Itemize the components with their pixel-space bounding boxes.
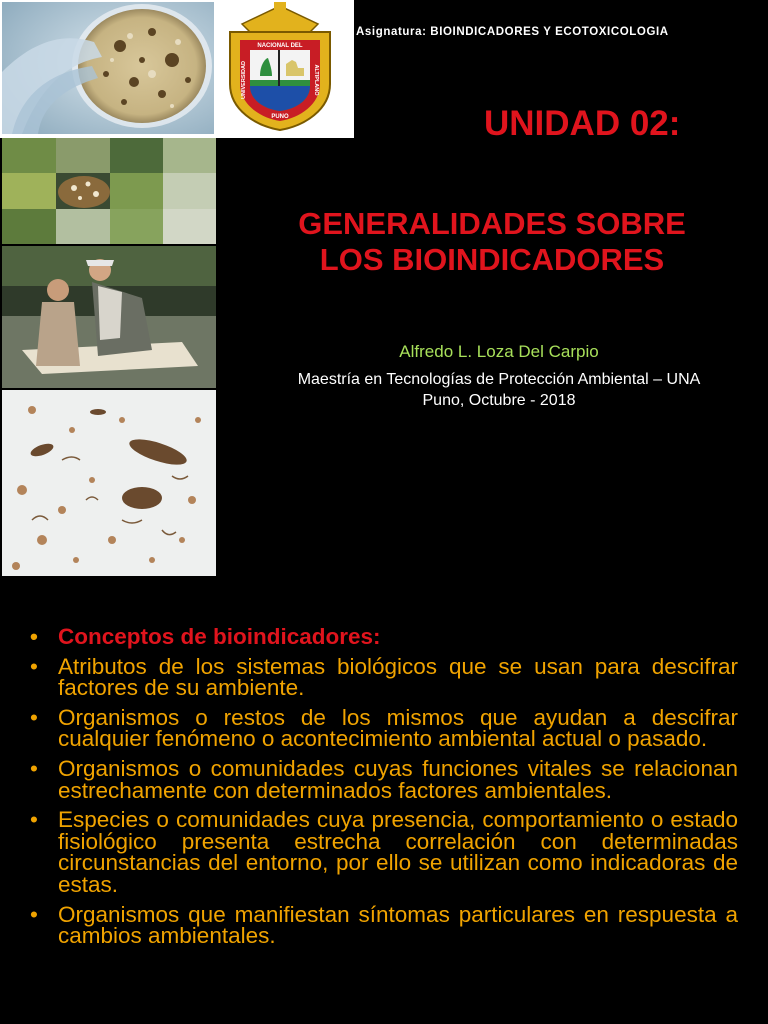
macroinvertebrates-photo (2, 390, 216, 576)
lichens-collage-photo (2, 138, 216, 244)
petri-dish-photo (2, 2, 214, 134)
list-item: • Organismos o comunidades cuyas funciones vitales se relacionan estrechamente con determinados factores ambientales. (30, 758, 738, 801)
affiliation-line-2: Puno, Octubre - 2018 (422, 391, 576, 409)
crest-ribbon-top: NACIONAL DEL (257, 43, 303, 49)
crest-ribbon-bottom: PUNO (271, 114, 289, 120)
main-title-line-2: LOS BIOINDICADORES (319, 241, 665, 277)
affiliation-line-1: Maestría en Tecnologías de Protección Ambiental – UNA (297, 371, 701, 388)
unit-title: UNIDAD 02: (484, 104, 681, 143)
course-label: Asignatura: BIOINDICADORES Y ECOTOXICOLOGIA (356, 26, 669, 38)
main-title-line-1: GENERALIDADES SOBRE (298, 206, 686, 241)
concepts-heading: • Conceptos de bioindicadores: (30, 626, 738, 648)
crest-ribbon-right: ALTIPLANO (313, 64, 319, 96)
field-sampling-photo (2, 246, 216, 388)
concepts-list (30, 626, 738, 955)
list-item: • Atributos de los sistemas biológicos que se usan para descifrar factores de su ambiente. (30, 656, 738, 699)
university-crest (222, 2, 338, 132)
list-item: • Organismos o restos de los mismos que ayudan a descifrar cualquier fenómeno o acontecimiento ambiental actual o pasado. (30, 707, 738, 750)
list-item: • Organismos que manifiestan síntomas particulares en respuesta a cambios ambientales. (30, 904, 738, 947)
main-title (236, 206, 748, 277)
author-name: Alfredo L. Loza Del Carpio (399, 342, 599, 361)
list-item: • Especies o comunidades cuya presencia, comportamiento o estado fisiológico presenta estrecha correlación con determinadas circunstancias del entorno, por ello se utilizan como indicadoras de estas. (30, 809, 738, 895)
crest-ribbon-left: UNIVERSIDAD (241, 61, 247, 99)
affiliation (230, 370, 768, 412)
